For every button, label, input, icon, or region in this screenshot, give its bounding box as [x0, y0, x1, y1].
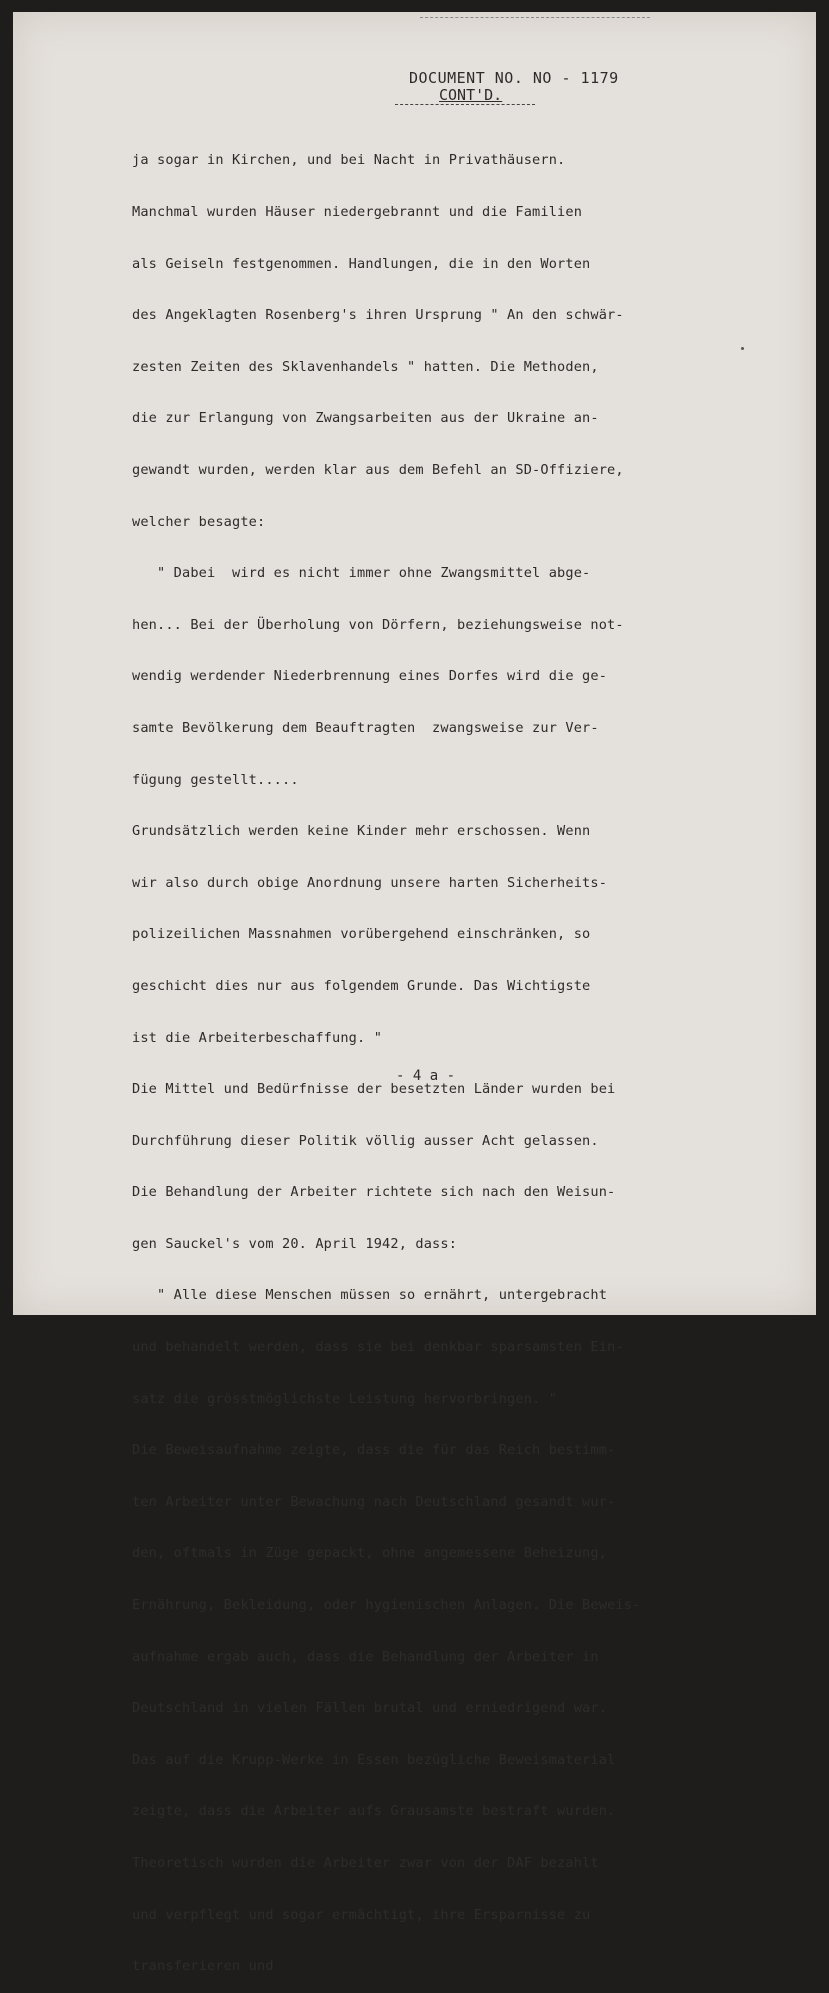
- continued-label: CONT'D.: [439, 86, 503, 104]
- body-line: Ernährung, Bekleidung, oder hygienischen Anlagen. Die Beweis-: [132, 1597, 641, 1614]
- body-line: satz die grösstmöglichste Leistung hervorbringen. ": [132, 1390, 558, 1407]
- body-line: Die Beweisaufnahme zeigte, dass die für das Reich bestimm-: [132, 1442, 616, 1459]
- body-line: aufnahme ergab auch, dass die Behandlung der Arbeiter in: [132, 1648, 599, 1665]
- body-line: geschicht dies nur aus folgendem Grunde. Das Wichtigste: [132, 977, 591, 994]
- body-line: Durchführung dieser Politik völlig ausser Acht gelassen.: [132, 1132, 599, 1149]
- top-dashed-rule: [420, 17, 650, 18]
- body-line: Deutschland in vielen Fällen brutal und erniedrigend war.: [132, 1700, 608, 1717]
- body-line: samte Bevölkerung dem Beauftragten zwangsweise zur Ver-: [132, 719, 599, 736]
- body-line: als Geiseln festgenommen. Handlungen, die in den Worten: [132, 255, 591, 272]
- document-body: [132, 118, 772, 1993]
- body-line: zeigte, dass die Arbeiter aufs Grausamste bestraft wurden.: [132, 1803, 616, 1820]
- body-line: wendig werdender Niederbrennung eines Dorfes wird die ge-: [132, 668, 608, 685]
- document-header: [395, 70, 655, 104]
- body-line: gen Sauckel's vom 20. April 1942, dass:: [132, 1235, 458, 1252]
- body-line: Das auf die Krupp-Werke in Essen bezügliche Beweismaterial: [132, 1751, 616, 1768]
- body-line: gewandt wurden, werden klar aus dem Befehl an SD-Offiziere,: [132, 461, 624, 478]
- body-line: fügung gestellt.....: [132, 771, 299, 788]
- body-line: welcher besagte:: [132, 513, 266, 530]
- body-line: des Angeklagten Rosenberg's ihren Ursprung " An den schwär-: [132, 307, 624, 324]
- body-line: die zur Erlangung von Zwangsarbeiten aus der Ukraine an-: [132, 410, 599, 427]
- body-line: und behandelt werden, dass sie bei denkbar sparsamsten Ein-: [132, 1339, 624, 1356]
- body-line: ja sogar in Kirchen, und bei Nacht in Privathäusern.: [132, 152, 566, 169]
- body-line: zesten Zeiten des Sklavenhandels " hatten. Die Methoden,: [132, 358, 599, 375]
- page-number: - 4 a -: [396, 1068, 456, 1084]
- body-line: Manchmal wurden Häuser niedergebrannt und die Familien: [132, 204, 583, 220]
- body-line: ist die Arbeiterbeschaffung. ": [132, 1029, 383, 1046]
- body-line: den, oftmals in Züge gepackt, ohne angemessene Beheizung,: [132, 1545, 608, 1562]
- body-line: und verpflegt und sogar ermächtigt, ihre Ersparnisse zu: [132, 1906, 591, 1923]
- body-line: hen... Bei der Überholung von Dörfern, beziehungsweise not-: [132, 616, 624, 633]
- body-line: " Alle diese Menschen müssen so ernährt, untergebracht: [132, 1287, 608, 1304]
- body-line: Grundsätzlich werden keine Kinder mehr erschossen. Wenn: [132, 823, 591, 840]
- body-line: " Dabei wird es nicht immer ohne Zwangsmittel abge-: [132, 565, 591, 582]
- header-dashed-rule: [395, 104, 535, 105]
- body-line: wir also durch obige Anordnung unsere harten Sicherheits-: [132, 874, 608, 891]
- body-line: ten Arbeiter unter Bewachung nach Deutschland gesandt wur-: [132, 1493, 616, 1510]
- body-line: polizeilichen Massnahmen vorübergehend einschränken, so: [132, 926, 591, 943]
- document-number: DOCUMENT NO. NO - 1179: [409, 69, 619, 87]
- body-line: transferieren und: [132, 1958, 274, 1975]
- body-line: Die Behandlung der Arbeiter richtete sich nach den Weisun-: [132, 1184, 616, 1201]
- ink-speck: [741, 347, 744, 350]
- body-line: Theoretisch wurden die Arbeiter zwar von der DAF bezahlt: [132, 1855, 599, 1871]
- body-line: Die Mittel und Bedürfnisse der besetzten Länder wurden bei: [132, 1081, 616, 1098]
